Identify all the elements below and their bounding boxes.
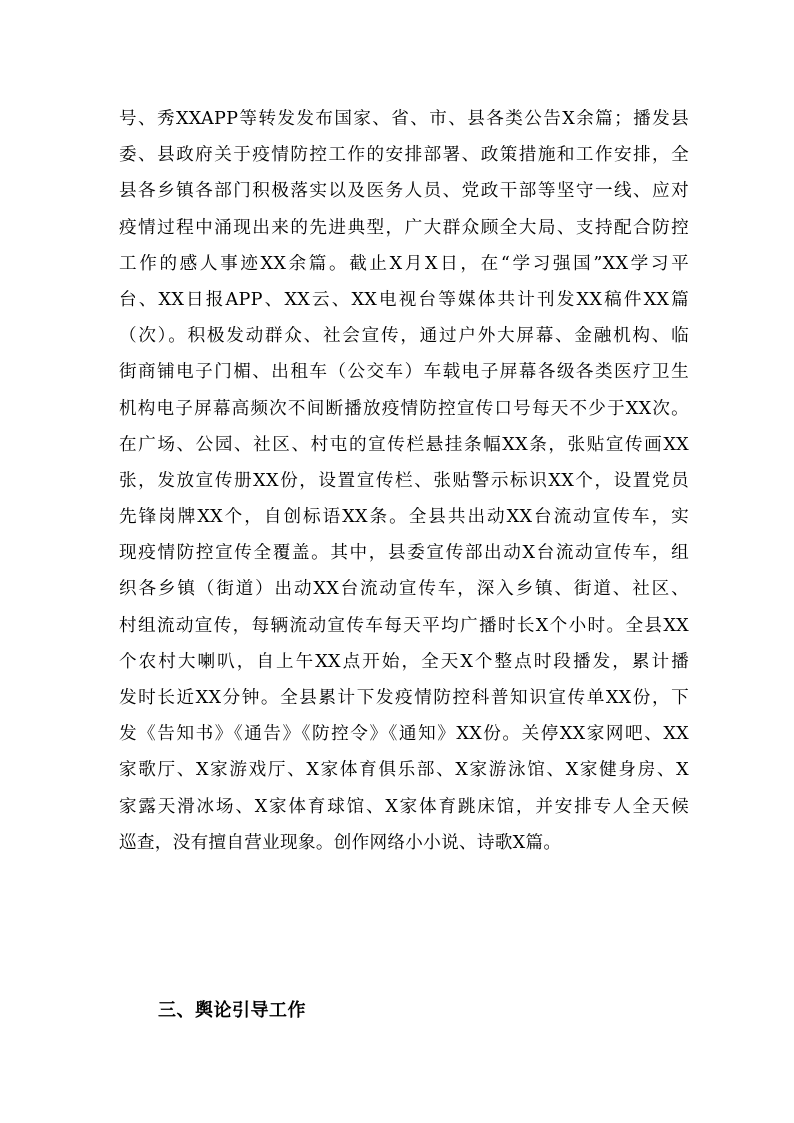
paragraph-line: 家歌厅、X家游戏厅、X家体育俱乐部、X家游泳馆、X家健身房、X xyxy=(119,760,689,781)
section-heading: 三、舆论引导工作 xyxy=(158,1000,306,1021)
paragraph-line: 张，发放宣传册XX份，设置宣传栏、张贴警示标识XX个，设置党员 xyxy=(119,470,689,491)
paragraph-line: 村组流动宣传，每辆流动宣传车每天平均广播时长X个小时。全县XX xyxy=(119,615,689,636)
paragraph-line: 发时长近XX分钟。全县累计下发疫情防控科普知识宣传单XX份，下 xyxy=(119,688,689,708)
paragraph-line: 先锋岗牌XX个，自创标语XX条。全县共出动XX台流动宣传车，实 xyxy=(119,507,689,528)
paragraph-line: 家露天滑冰场、X家体育球馆、X家体育跳床馆，并安排专人全天候 xyxy=(119,796,689,817)
paragraph-line: 个农村大喇叭，自上午XX点开始，全天X个整点时段播发，累计播 xyxy=(119,651,689,672)
paragraph-line: 在广场、公园、社区、村屯的宣传栏悬挂条幅XX条，张贴宣传画XX xyxy=(119,434,689,455)
paragraph-line: 现疫情防控宣传全覆盖。其中，县委宣传部出动X台流动宣传车，组 xyxy=(119,543,689,564)
paragraph-line: 号、秀XXAPP等转发发布国家、省、市、县各类公告X余篇；播发县 xyxy=(119,109,689,129)
paragraph-line: 巡查，没有擅自营业现象。创作网络小小说、诗歌X篇。 xyxy=(119,832,562,853)
paragraph-line: 工作的感人事迹XX余篇。截止X月X日，在“学习强国”XX学习平 xyxy=(119,253,689,274)
paragraph-line: 发《告知书》《通告》《防控令》《通知》XX份。关停XX家网吧、XX xyxy=(119,724,689,745)
paragraph-line: 织各乡镇（街道）出动XX台流动宣传车，深入乡镇、街道、社区、 xyxy=(119,579,689,600)
paragraph-line: 疫情过程中涌现出来的先进典型，广大群众顾全大局、支持配合防控 xyxy=(119,217,689,238)
paragraph-line: 机构电子屏幕高频次不间断播放疫情防控宣传口号每天不少于XX次。 xyxy=(119,398,689,419)
paragraph-line: （次）。积极发动群众、社会宣传，通过户外大屏幕、金融机构、临 xyxy=(119,326,689,347)
body-paragraph xyxy=(119,101,689,861)
paragraph-line: 台、XX日报APP、XX云、XX电视台等媒体共计刊发XX稿件XX篇 xyxy=(119,289,689,310)
paragraph-line: 县各乡镇各部门积极落实以及医务人员、党政干部等坚守一线、应对 xyxy=(119,181,689,202)
paragraph-line: 委、县政府关于疫情防控工作的安排部署、政策措施和工作安排，全 xyxy=(119,145,689,166)
paragraph-line: 街商铺电子门楣、出租车（公交车）车载电子屏幕各级各类医疗卫生 xyxy=(119,362,689,383)
